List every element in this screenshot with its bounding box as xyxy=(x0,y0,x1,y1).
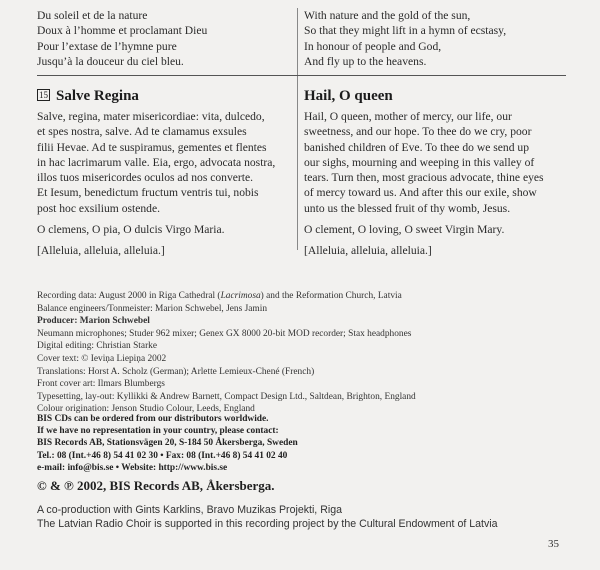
verse-line: Pour l’extase de l’hymne pure xyxy=(37,39,177,53)
digital-editing: Digital editing: Christian Starke xyxy=(37,341,158,352)
text-line: sweetness, and our hope. To thee do we cry, poor xyxy=(304,125,532,139)
track-number-badge: 15 xyxy=(39,90,48,100)
colour-origination: Colour origination: Jenson Studio Colour, Leeds, England xyxy=(37,404,255,415)
text-line: of mercy toward us. And after this our exile, show xyxy=(304,186,537,200)
text-line: Salve, regina, mater misericordiae: vita, dulcedo, xyxy=(37,110,265,123)
ordering-info xyxy=(37,413,577,474)
verse-line: Jusqu’à la douceur du ciel bleu. xyxy=(37,54,184,68)
text-line: Et Iesum, benedictum fructum ventris tui, nobis xyxy=(37,186,259,200)
typesetting: Typesetting, lay-out: Kyllikki & Andrew Barnett, Compact Design Ltd., Saltdean, Brighton, England xyxy=(37,391,416,402)
text-line: Hail, O queen, mother of mercy, our life, our xyxy=(304,110,512,123)
english-alleluia: [Alleluia, alleluia, alleluia.] xyxy=(304,244,432,258)
coproduction-line: The Latvian Radio Choir is supported in this recording project by the Cultural Endowment of Latvia xyxy=(37,518,498,531)
order-line: Tel.: 08 (Int.+46 8) 54 41 02 30 • Fax: 08 (Int.+46 8) 54 41 02 40 xyxy=(37,450,288,461)
order-line: BIS Records AB, Stationsvägen 20, S-184 50 Åkersberga, Sweden xyxy=(37,438,298,449)
text-line: post hoc exsilium ostende. xyxy=(37,201,161,215)
latin-title-text: Salve Regina xyxy=(56,88,139,104)
copyright-notice: © & ℗ 2002, BIS Records AB, Åkersberga. xyxy=(37,478,275,493)
page-number: 35 xyxy=(548,538,559,550)
text-line: et spes nostra, salve. Ad te clamamus exsules xyxy=(37,125,247,139)
latin-invocation: O clemens, O pia, O dulcis Virgo Maria. xyxy=(37,223,225,237)
english-text-column xyxy=(304,87,566,259)
order-line: If we have no representation in your country, please contact: xyxy=(37,426,279,437)
latin-title xyxy=(37,87,289,105)
order-line: e-mail: info@bis.se • Website: http://www.bis.se xyxy=(37,462,228,473)
verse-line: In honour of people and God, xyxy=(304,39,442,53)
english-title: Hail, O queen xyxy=(304,88,393,104)
english-invocation: O clement, O loving, O sweet Virgin Mary. xyxy=(304,223,505,237)
english-paragraph xyxy=(304,109,566,216)
translations: Translations: Horst A. Scholz (German); Arlette Lemieux-Chené (French) xyxy=(37,366,315,377)
coproduction-info xyxy=(37,503,577,531)
cover-text: Cover text: © Ieviņa Liepiņa 2002 xyxy=(37,353,167,364)
recording-credits xyxy=(37,290,577,416)
equipment: Neumann microphones; Studer 962 mixer; Genex GX 8000 20-bit MOD recorder; Stax headphones xyxy=(37,328,412,339)
balance-engineers: Balance engineers/Tonmeister: Marion Schwebel, Jens Jamin xyxy=(37,303,268,314)
producer: Producer: Marion Schwebel xyxy=(37,316,150,327)
text-line: unto us the blessed fruit of thy womb, Jesus. xyxy=(304,201,511,215)
french-verse xyxy=(37,8,289,69)
text-line: filii Hevae. Ad te suspiramus, gementes et flentes xyxy=(37,140,267,154)
text-line: illos tuos misericordes oculos ad nos converte. xyxy=(37,171,254,185)
verse-line: And fly up to the heavens. xyxy=(304,54,427,68)
latin-text-column xyxy=(37,87,289,259)
horizontal-rule xyxy=(37,75,566,76)
verse-line: Doux à l’homme et proclamant Dieu xyxy=(37,24,208,38)
text-line: our sighs, mourning and weeping in this valley of xyxy=(304,155,535,169)
front-cover-art: Front cover art: Ilmars Blumbergs xyxy=(37,379,165,390)
verse-line: With nature and the gold of the sun, xyxy=(304,9,471,22)
verse-line: Du soleil et de la nature xyxy=(37,9,148,22)
english-verse xyxy=(304,8,566,69)
verse-line: So that they might lift in a hymn of ecstasy, xyxy=(304,24,507,38)
text-line: tears. Turn then, most gracious advocate, thine eyes xyxy=(304,171,544,185)
latin-paragraph xyxy=(37,109,289,216)
order-line: BIS CDs can be ordered from our distributors worldwide. xyxy=(37,414,269,424)
column-divider xyxy=(297,8,298,250)
latin-alleluia: [Alleluia, alleluia, alleluia.] xyxy=(37,244,165,258)
recording-data: Recording data: August 2000 in Riga Cathedral (Lacrimosa) and the Reformation Church, Latvia xyxy=(37,291,402,301)
text-line: banished children of Eve. To thee do we send up xyxy=(304,140,529,154)
text-line: in hac lacrimarum valle. Eia, ergo, advocata nostra, xyxy=(37,155,276,169)
coproduction-line: A co-production with Gints Karklins, Bravo Muzikas Projekti, Riga xyxy=(37,504,342,516)
